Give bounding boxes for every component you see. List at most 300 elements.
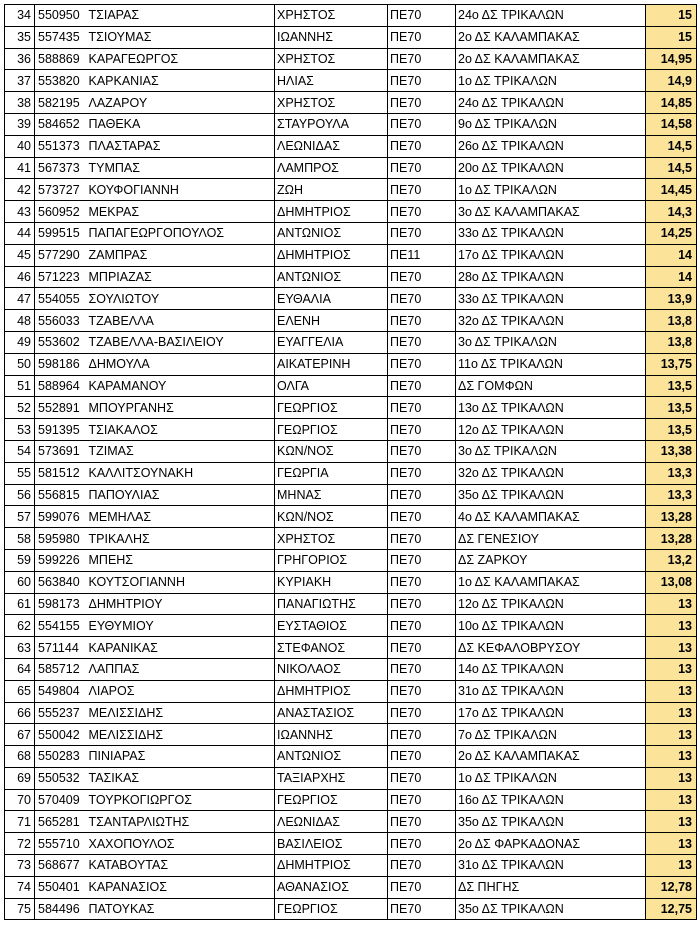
- row-number-cell: 49: [5, 331, 35, 353]
- table-row: [5, 92, 697, 114]
- specialty-cell: ΠΕ70: [388, 528, 456, 550]
- row-number-cell: 38: [5, 92, 35, 114]
- table-row: [5, 549, 697, 571]
- surname-cell: ΤΣΙΑΚΑΛΟΣ: [85, 419, 275, 441]
- specialty-cell: ΠΕ70: [388, 789, 456, 811]
- row-number-cell: 61: [5, 593, 35, 615]
- table-row: [5, 310, 697, 332]
- specialty-cell: ΠΕ70: [388, 615, 456, 637]
- row-number-cell: 59: [5, 549, 35, 571]
- first-name-cell: ΑΙΚΑΤΕΡΙΝΗ: [275, 353, 388, 375]
- table-row: [5, 353, 697, 375]
- surname-cell: ΛΑΖΑΡΟΥ: [85, 92, 275, 114]
- table-row: [5, 113, 697, 135]
- row-number-cell: 73: [5, 855, 35, 877]
- score-cell: 13: [646, 658, 697, 680]
- specialty-cell: ΠΕ70: [388, 767, 456, 789]
- first-name-cell: ΖΩΗ: [275, 179, 388, 201]
- row-number-cell: 66: [5, 702, 35, 724]
- surname-cell: ΜΠΕΗΣ: [85, 549, 275, 571]
- school-cell: ΔΣ ΖΑΡΚΟΥ: [456, 549, 646, 571]
- row-number-cell: 40: [5, 135, 35, 157]
- school-cell: 12ο ΔΣ ΤΡΙΚΑΛΩΝ: [456, 593, 646, 615]
- surname-cell: ΚΑΡΑΝΑΣΙΟΣ: [85, 876, 275, 898]
- first-name-cell: ΗΛΙΑΣ: [275, 70, 388, 92]
- surname-cell: ΜΠΡΙΑΖΑΣ: [85, 266, 275, 288]
- surname-cell: ΚΑΡΑΓΕΩΡΓΟΣ: [85, 48, 275, 70]
- table-row: [5, 876, 697, 898]
- specialty-cell: ΠΕ70: [388, 26, 456, 48]
- specialty-cell: ΠΕ70: [388, 746, 456, 768]
- registry-code-cell: 577290: [35, 244, 85, 266]
- table-row: [5, 680, 697, 702]
- row-number-cell: 36: [5, 48, 35, 70]
- score-cell: 13,8: [646, 310, 697, 332]
- specialty-cell: ΠΕ70: [388, 506, 456, 528]
- first-name-cell: ΓΕΩΡΓΙΟΣ: [275, 789, 388, 811]
- table-row: [5, 70, 697, 92]
- first-name-cell: ΑΝΤΩΝΙΟΣ: [275, 266, 388, 288]
- surname-cell: ΔΗΜΟΥΛΑ: [85, 353, 275, 375]
- row-number-cell: 58: [5, 528, 35, 550]
- surname-cell: ΚΑΡΑΜΑΝΟΥ: [85, 375, 275, 397]
- specialty-cell: ΠΕ70: [388, 549, 456, 571]
- registry-code-cell: 555237: [35, 702, 85, 724]
- table-row: [5, 288, 697, 310]
- school-cell: 28ο ΔΣ ΤΡΙΚΑΛΩΝ: [456, 266, 646, 288]
- specialty-cell: ΠΕ70: [388, 70, 456, 92]
- registry-code-cell: 553820: [35, 70, 85, 92]
- surname-cell: ΣΟΥΛΙΩΤΟΥ: [85, 288, 275, 310]
- surname-cell: ΠΑΤΟΥΚΑΣ: [85, 898, 275, 920]
- ranking-table: [4, 4, 697, 920]
- specialty-cell: ΠΕ70: [388, 440, 456, 462]
- surname-cell: ΔΗΜΗΤΡΙΟΥ: [85, 593, 275, 615]
- surname-cell: ΤΖΑΒΕΛΛΑ-ΒΑΣΙΛΕΙΟΥ: [85, 331, 275, 353]
- registry-code-cell: 599515: [35, 222, 85, 244]
- score-cell: 13,5: [646, 419, 697, 441]
- score-cell: 13: [646, 680, 697, 702]
- surname-cell: ΠΑΠΟΥΛΙΑΣ: [85, 484, 275, 506]
- table-row: [5, 615, 697, 637]
- surname-cell: ΤΖΙΜΑΣ: [85, 440, 275, 462]
- table-row: [5, 506, 697, 528]
- surname-cell: ΛΙΑΡΟΣ: [85, 680, 275, 702]
- table-row: [5, 179, 697, 201]
- score-cell: 13,3: [646, 484, 697, 506]
- specialty-cell: ΠΕ70: [388, 179, 456, 201]
- school-cell: 2ο ΔΣ ΚΑΛΑΜΠΑΚΑΣ: [456, 746, 646, 768]
- surname-cell: ΤΣΙΟΥΜΑΣ: [85, 26, 275, 48]
- score-cell: 13: [646, 789, 697, 811]
- row-number-cell: 57: [5, 506, 35, 528]
- row-number-cell: 56: [5, 484, 35, 506]
- registry-code-cell: 556815: [35, 484, 85, 506]
- table-row: [5, 898, 697, 920]
- school-cell: 3ο ΔΣ ΤΡΙΚΑΛΩΝ: [456, 331, 646, 353]
- row-number-cell: 47: [5, 288, 35, 310]
- surname-cell: ΠΙΝΙΑΡΑΣ: [85, 746, 275, 768]
- first-name-cell: ΔΗΜΗΤΡΙΟΣ: [275, 855, 388, 877]
- table-row: [5, 484, 697, 506]
- specialty-cell: ΠΕ11: [388, 244, 456, 266]
- table-row: [5, 244, 697, 266]
- school-cell: 10ο ΔΣ ΤΡΙΚΑΛΩΝ: [456, 615, 646, 637]
- registry-code-cell: 554155: [35, 615, 85, 637]
- first-name-cell: ΧΡΗΣΤΟΣ: [275, 528, 388, 550]
- first-name-cell: ΙΩΑΝΝΗΣ: [275, 26, 388, 48]
- first-name-cell: ΧΡΗΣΤΟΣ: [275, 48, 388, 70]
- surname-cell: ΜΕΜΗΛΑΣ: [85, 506, 275, 528]
- surname-cell: ΤΡΙΚΑΛΗΣ: [85, 528, 275, 550]
- surname-cell: ΠΑΠΑΓΕΩΡΓΟΠΟΥΛΟΣ: [85, 222, 275, 244]
- score-cell: 13: [646, 593, 697, 615]
- specialty-cell: ΠΕ70: [388, 680, 456, 702]
- school-cell: 17ο ΔΣ ΤΡΙΚΑΛΩΝ: [456, 702, 646, 724]
- school-cell: 31ο ΔΣ ΤΡΙΚΑΛΩΝ: [456, 855, 646, 877]
- row-number-cell: 44: [5, 222, 35, 244]
- table-row: [5, 855, 697, 877]
- table-row: [5, 135, 697, 157]
- score-cell: 13: [646, 767, 697, 789]
- table-row: [5, 157, 697, 179]
- surname-cell: ΕΥΘΥΜΙΟΥ: [85, 615, 275, 637]
- first-name-cell: ΙΩΑΝΝΗΣ: [275, 724, 388, 746]
- school-cell: 3ο ΔΣ ΚΑΛΑΜΠΑΚΑΣ: [456, 201, 646, 223]
- score-cell: 13: [646, 702, 697, 724]
- row-number-cell: 64: [5, 658, 35, 680]
- table-row: [5, 702, 697, 724]
- specialty-cell: ΠΕ70: [388, 724, 456, 746]
- row-number-cell: 72: [5, 833, 35, 855]
- school-cell: 35ο ΔΣ ΤΡΙΚΑΛΩΝ: [456, 484, 646, 506]
- first-name-cell: ΑΘΑΝΑΣΙΟΣ: [275, 876, 388, 898]
- surname-cell: ΜΕΛΙΣΣΙΔΗΣ: [85, 702, 275, 724]
- registry-code-cell: 565281: [35, 811, 85, 833]
- score-cell: 14: [646, 244, 697, 266]
- specialty-cell: ΠΕ70: [388, 92, 456, 114]
- score-cell: 14,85: [646, 92, 697, 114]
- specialty-cell: ΠΕ70: [388, 288, 456, 310]
- score-cell: 14,95: [646, 48, 697, 70]
- first-name-cell: ΔΗΜΗΤΡΙΟΣ: [275, 201, 388, 223]
- specialty-cell: ΠΕ70: [388, 898, 456, 920]
- row-number-cell: 39: [5, 113, 35, 135]
- first-name-cell: ΝΙΚΟΛΑΟΣ: [275, 658, 388, 680]
- first-name-cell: ΑΝΑΣΤΑΣΙΟΣ: [275, 702, 388, 724]
- registry-code-cell: 553602: [35, 331, 85, 353]
- school-cell: 20ο ΔΣ ΤΡΙΚΑΛΩΝ: [456, 157, 646, 179]
- first-name-cell: ΓΡΗΓΟΡΙΟΣ: [275, 549, 388, 571]
- table-row: [5, 593, 697, 615]
- first-name-cell: ΛΕΩΝΙΔΑΣ: [275, 135, 388, 157]
- school-cell: 16ο ΔΣ ΤΡΙΚΑΛΩΝ: [456, 789, 646, 811]
- row-number-cell: 62: [5, 615, 35, 637]
- specialty-cell: ΠΕ70: [388, 397, 456, 419]
- school-cell: 1ο ΔΣ ΚΑΛΑΜΠΑΚΑΣ: [456, 571, 646, 593]
- score-cell: 14,5: [646, 135, 697, 157]
- table-row: [5, 48, 697, 70]
- row-number-cell: 65: [5, 680, 35, 702]
- registry-code-cell: 591395: [35, 419, 85, 441]
- surname-cell: ΠΑΘΕΚΑ: [85, 113, 275, 135]
- registry-code-cell: 584496: [35, 898, 85, 920]
- first-name-cell: ΛΑΜΠΡΟΣ: [275, 157, 388, 179]
- first-name-cell: ΔΗΜΗΤΡΙΟΣ: [275, 680, 388, 702]
- registry-code-cell: 550283: [35, 746, 85, 768]
- first-name-cell: ΕΛΕΝΗ: [275, 310, 388, 332]
- specialty-cell: ΠΕ70: [388, 375, 456, 397]
- row-number-cell: 63: [5, 637, 35, 659]
- surname-cell: ΤΖΑΒΕΛΛΑ: [85, 310, 275, 332]
- row-number-cell: 42: [5, 179, 35, 201]
- score-cell: 13,38: [646, 440, 697, 462]
- row-number-cell: 50: [5, 353, 35, 375]
- school-cell: 35ο ΔΣ ΤΡΙΚΑΛΩΝ: [456, 898, 646, 920]
- score-cell: 13,28: [646, 506, 697, 528]
- score-cell: 14,58: [646, 113, 697, 135]
- registry-code-cell: 595980: [35, 528, 85, 550]
- first-name-cell: ΕΥΣΤΑΘΙΟΣ: [275, 615, 388, 637]
- surname-cell: ΚΑΤΑΒΟΥΤΑΣ: [85, 855, 275, 877]
- first-name-cell: ΓΕΩΡΓΙΟΣ: [275, 419, 388, 441]
- specialty-cell: ΠΕ70: [388, 593, 456, 615]
- registry-code-cell: 599226: [35, 549, 85, 571]
- school-cell: 1ο ΔΣ ΤΡΙΚΑΛΩΝ: [456, 767, 646, 789]
- first-name-cell: ΚΩΝ/ΝΟΣ: [275, 506, 388, 528]
- surname-cell: ΜΕΚΡΑΣ: [85, 201, 275, 223]
- specialty-cell: ΠΕ70: [388, 48, 456, 70]
- registry-code-cell: 588964: [35, 375, 85, 397]
- score-cell: 13: [646, 637, 697, 659]
- table-row: [5, 375, 697, 397]
- registry-code-cell: 560952: [35, 201, 85, 223]
- first-name-cell: ΤΑΞΙΑΡΧΗΣ: [275, 767, 388, 789]
- specialty-cell: ΠΕ70: [388, 419, 456, 441]
- score-cell: 13: [646, 615, 697, 637]
- specialty-cell: ΠΕ70: [388, 5, 456, 27]
- first-name-cell: ΛΕΩΝΙΔΑΣ: [275, 811, 388, 833]
- specialty-cell: ΠΕ70: [388, 310, 456, 332]
- table-row: [5, 767, 697, 789]
- row-number-cell: 70: [5, 789, 35, 811]
- registry-code-cell: 550532: [35, 767, 85, 789]
- surname-cell: ΜΕΛΙΣΣΙΔΗΣ: [85, 724, 275, 746]
- surname-cell: ΛΑΠΠΑΣ: [85, 658, 275, 680]
- surname-cell: ΠΛΑΣΤΑΡΑΣ: [85, 135, 275, 157]
- specialty-cell: ΠΕ70: [388, 331, 456, 353]
- table-row: [5, 833, 697, 855]
- specialty-cell: ΠΕ70: [388, 222, 456, 244]
- score-cell: 14,45: [646, 179, 697, 201]
- table-row: [5, 571, 697, 593]
- specialty-cell: ΠΕ70: [388, 157, 456, 179]
- school-cell: 2ο ΔΣ ΚΑΛΑΜΠΑΚΑΣ: [456, 26, 646, 48]
- row-number-cell: 46: [5, 266, 35, 288]
- registry-code-cell: 557435: [35, 26, 85, 48]
- school-cell: 32ο ΔΣ ΤΡΙΚΑΛΩΝ: [456, 310, 646, 332]
- school-cell: ΔΣ ΚΕΦΑΛΟΒΡΥΣΟΥ: [456, 637, 646, 659]
- specialty-cell: ΠΕ70: [388, 135, 456, 157]
- row-number-cell: 68: [5, 746, 35, 768]
- surname-cell: ΚΟΥΤΣΟΓΙΑΝΝΗ: [85, 571, 275, 593]
- surname-cell: ΤΣΙΑΡΑΣ: [85, 5, 275, 27]
- registry-code-cell: 571223: [35, 266, 85, 288]
- school-cell: 7ο ΔΣ ΤΡΙΚΑΛΩΝ: [456, 724, 646, 746]
- score-cell: 13,8: [646, 331, 697, 353]
- row-number-cell: 35: [5, 26, 35, 48]
- specialty-cell: ΠΕ70: [388, 702, 456, 724]
- registry-code-cell: 598186: [35, 353, 85, 375]
- table-row: [5, 419, 697, 441]
- school-cell: 1ο ΔΣ ΤΡΙΚΑΛΩΝ: [456, 179, 646, 201]
- registry-code-cell: 573691: [35, 440, 85, 462]
- first-name-cell: ΧΡΗΣΤΟΣ: [275, 92, 388, 114]
- registry-code-cell: 556033: [35, 310, 85, 332]
- table-row: [5, 462, 697, 484]
- school-cell: 4ο ΔΣ ΚΑΛΑΜΠΑΚΑΣ: [456, 506, 646, 528]
- first-name-cell: ΚΥΡΙΑΚΗ: [275, 571, 388, 593]
- first-name-cell: ΠΑΝΑΓΙΩΤΗΣ: [275, 593, 388, 615]
- table-row: [5, 811, 697, 833]
- row-number-cell: 74: [5, 876, 35, 898]
- first-name-cell: ΟΛΓΑ: [275, 375, 388, 397]
- school-cell: 2ο ΔΣ ΚΑΛΑΜΠΑΚΑΣ: [456, 48, 646, 70]
- registry-code-cell: 563840: [35, 571, 85, 593]
- school-cell: ΔΣ ΠΗΓΗΣ: [456, 876, 646, 898]
- school-cell: 33ο ΔΣ ΤΡΙΚΑΛΩΝ: [456, 288, 646, 310]
- table-row: [5, 746, 697, 768]
- surname-cell: ΖΑΜΠΡΑΣ: [85, 244, 275, 266]
- first-name-cell: ΣΤΕΦΑΝΟΣ: [275, 637, 388, 659]
- registry-code-cell: 599076: [35, 506, 85, 528]
- registry-code-cell: 570409: [35, 789, 85, 811]
- school-cell: 31ο ΔΣ ΤΡΙΚΑΛΩΝ: [456, 680, 646, 702]
- first-name-cell: ΑΝΤΩΝΙΟΣ: [275, 746, 388, 768]
- registry-code-cell: 568677: [35, 855, 85, 877]
- school-cell: 3ο ΔΣ ΤΡΙΚΑΛΩΝ: [456, 440, 646, 462]
- row-number-cell: 45: [5, 244, 35, 266]
- surname-cell: ΚΟΥΦΟΓΙΑΝΝΗ: [85, 179, 275, 201]
- table-row: [5, 26, 697, 48]
- school-cell: 12ο ΔΣ ΤΡΙΚΑΛΩΝ: [456, 419, 646, 441]
- school-cell: ΔΣ ΓΟΜΦΩΝ: [456, 375, 646, 397]
- specialty-cell: ΠΕ70: [388, 876, 456, 898]
- row-number-cell: 48: [5, 310, 35, 332]
- registry-code-cell: 573727: [35, 179, 85, 201]
- registry-code-cell: 549804: [35, 680, 85, 702]
- score-cell: 13,9: [646, 288, 697, 310]
- school-cell: 2ο ΔΣ ΦΑΡΚΑΔΟΝΑΣ: [456, 833, 646, 855]
- score-cell: 14,3: [646, 201, 697, 223]
- registry-code-cell: 581512: [35, 462, 85, 484]
- surname-cell: ΧΑΧΟΠΟΥΛΟΣ: [85, 833, 275, 855]
- school-cell: 13ο ΔΣ ΤΡΙΚΑΛΩΝ: [456, 397, 646, 419]
- row-number-cell: 67: [5, 724, 35, 746]
- school-cell: 1ο ΔΣ ΤΡΙΚΑΛΩΝ: [456, 70, 646, 92]
- school-cell: 26ο ΔΣ ΤΡΙΚΑΛΩΝ: [456, 135, 646, 157]
- surname-cell: ΤΑΣΙΚΑΣ: [85, 767, 275, 789]
- school-cell: 35ο ΔΣ ΤΡΙΚΑΛΩΝ: [456, 811, 646, 833]
- table-row: [5, 5, 697, 27]
- score-cell: 12,78: [646, 876, 697, 898]
- first-name-cell: ΕΥΑΓΓΕΛΙΑ: [275, 331, 388, 353]
- registry-code-cell: 582195: [35, 92, 85, 114]
- school-cell: 9ο ΔΣ ΤΡΙΚΑΛΩΝ: [456, 113, 646, 135]
- first-name-cell: ΑΝΤΩΝΙΟΣ: [275, 222, 388, 244]
- specialty-cell: ΠΕ70: [388, 637, 456, 659]
- specialty-cell: ΠΕ70: [388, 571, 456, 593]
- table-row: [5, 397, 697, 419]
- registry-code-cell: 571144: [35, 637, 85, 659]
- score-cell: 14: [646, 266, 697, 288]
- score-cell: 15: [646, 5, 697, 27]
- first-name-cell: ΕΥΘΑΛΙΑ: [275, 288, 388, 310]
- row-number-cell: 34: [5, 5, 35, 27]
- specialty-cell: ΠΕ70: [388, 266, 456, 288]
- score-cell: 14,25: [646, 222, 697, 244]
- school-cell: 24ο ΔΣ ΤΡΙΚΑΛΩΝ: [456, 92, 646, 114]
- specialty-cell: ΠΕ70: [388, 833, 456, 855]
- score-cell: 13,08: [646, 571, 697, 593]
- school-cell: 32ο ΔΣ ΤΡΙΚΑΛΩΝ: [456, 462, 646, 484]
- specialty-cell: ΠΕ70: [388, 353, 456, 375]
- first-name-cell: ΚΩΝ/ΝΟΣ: [275, 440, 388, 462]
- specialty-cell: ΠΕ70: [388, 855, 456, 877]
- specialty-cell: ΠΕ70: [388, 201, 456, 223]
- registry-code-cell: 555710: [35, 833, 85, 855]
- score-cell: 13: [646, 746, 697, 768]
- row-number-cell: 60: [5, 571, 35, 593]
- school-cell: 14ο ΔΣ ΤΡΙΚΑΛΩΝ: [456, 658, 646, 680]
- school-cell: 17ο ΔΣ ΤΡΙΚΑΛΩΝ: [456, 244, 646, 266]
- first-name-cell: ΓΕΩΡΓΙΑ: [275, 462, 388, 484]
- table-row: [5, 201, 697, 223]
- specialty-cell: ΠΕ70: [388, 462, 456, 484]
- first-name-cell: ΧΡΗΣΤΟΣ: [275, 5, 388, 27]
- registry-code-cell: 585712: [35, 658, 85, 680]
- row-number-cell: 54: [5, 440, 35, 462]
- surname-cell: ΚΑΡΚΑΝΙΑΣ: [85, 70, 275, 92]
- school-cell: 33ο ΔΣ ΤΡΙΚΑΛΩΝ: [456, 222, 646, 244]
- surname-cell: ΤΣΑΝΤΑΡΛΙΩΤΗΣ: [85, 811, 275, 833]
- table-row: [5, 222, 697, 244]
- score-cell: 13: [646, 855, 697, 877]
- score-cell: 13,75: [646, 353, 697, 375]
- score-cell: 13,5: [646, 397, 697, 419]
- score-cell: 14,5: [646, 157, 697, 179]
- table-row: [5, 637, 697, 659]
- first-name-cell: ΔΗΜΗΤΡΙΟΣ: [275, 244, 388, 266]
- table-row: [5, 331, 697, 353]
- registry-code-cell: 550042: [35, 724, 85, 746]
- specialty-cell: ΠΕ70: [388, 658, 456, 680]
- school-cell: 11ο ΔΣ ΤΡΙΚΑΛΩΝ: [456, 353, 646, 375]
- score-cell: 13,28: [646, 528, 697, 550]
- specialty-cell: ΠΕ70: [388, 484, 456, 506]
- school-cell: ΔΣ ΓΕΝΕΣΙΟΥ: [456, 528, 646, 550]
- registry-code-cell: 584652: [35, 113, 85, 135]
- row-number-cell: 43: [5, 201, 35, 223]
- row-number-cell: 53: [5, 419, 35, 441]
- score-cell: 13: [646, 833, 697, 855]
- registry-code-cell: 551373: [35, 135, 85, 157]
- row-number-cell: 71: [5, 811, 35, 833]
- score-cell: 13,3: [646, 462, 697, 484]
- registry-code-cell: 588869: [35, 48, 85, 70]
- registry-code-cell: 550950: [35, 5, 85, 27]
- score-cell: 13: [646, 811, 697, 833]
